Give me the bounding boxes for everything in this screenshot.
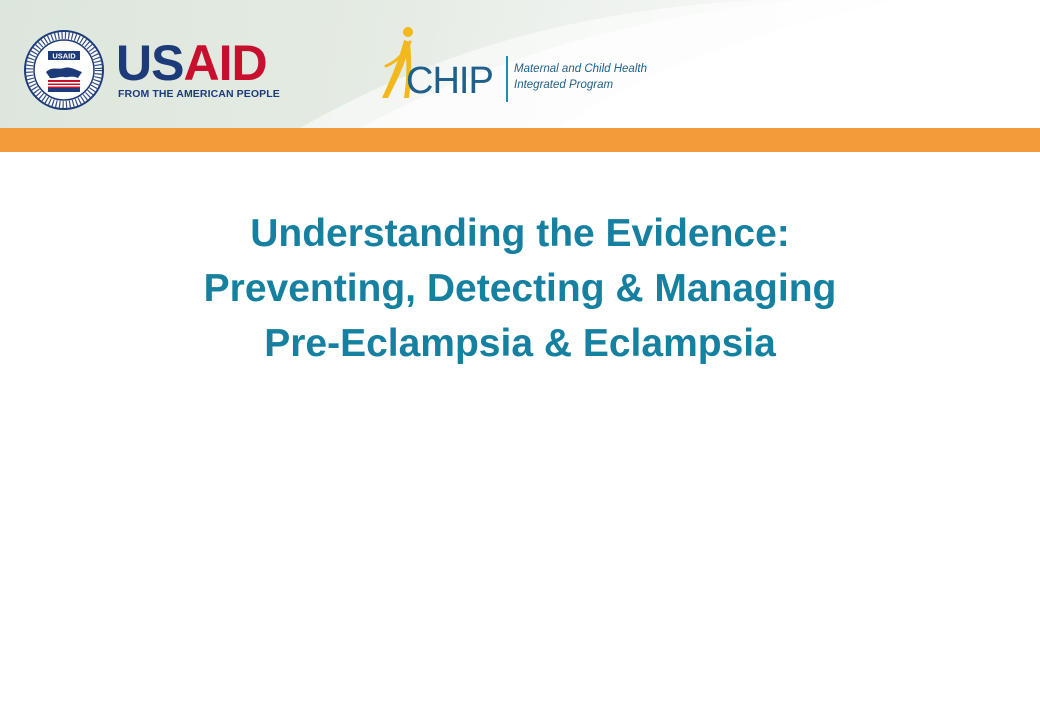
usaid-tagline: FROM THE AMERICAN PEOPLE	[118, 88, 280, 100]
title-line-2: Preventing, Detecting & Managing	[203, 267, 837, 310]
orange-accent-bar	[0, 128, 1040, 152]
mchip-tagline-line2: Integrated Program	[514, 79, 614, 91]
usaid-seal-icon	[24, 30, 104, 110]
title-line-3: Pre-Eclampsia & Eclampsia	[264, 322, 776, 365]
header-band	[0, 0, 1040, 128]
usaid-wordmark-us: US	[116, 35, 184, 91]
slide-title	[60, 206, 980, 371]
usaid-wordmark	[116, 35, 267, 91]
mchip-tagline	[514, 61, 647, 93]
mchip-wordmark: CHIP	[406, 60, 493, 102]
usaid-logo	[24, 30, 314, 110]
mchip-divider	[506, 56, 508, 102]
mchip-tagline-line1: Maternal and Child Health	[514, 63, 647, 75]
usaid-wordmark-aid: AID	[183, 35, 267, 91]
title-line-1: Understanding the Evidence:	[250, 212, 790, 255]
svg-text:USAID: USAID	[52, 51, 76, 61]
mchip-logo	[374, 26, 674, 106]
